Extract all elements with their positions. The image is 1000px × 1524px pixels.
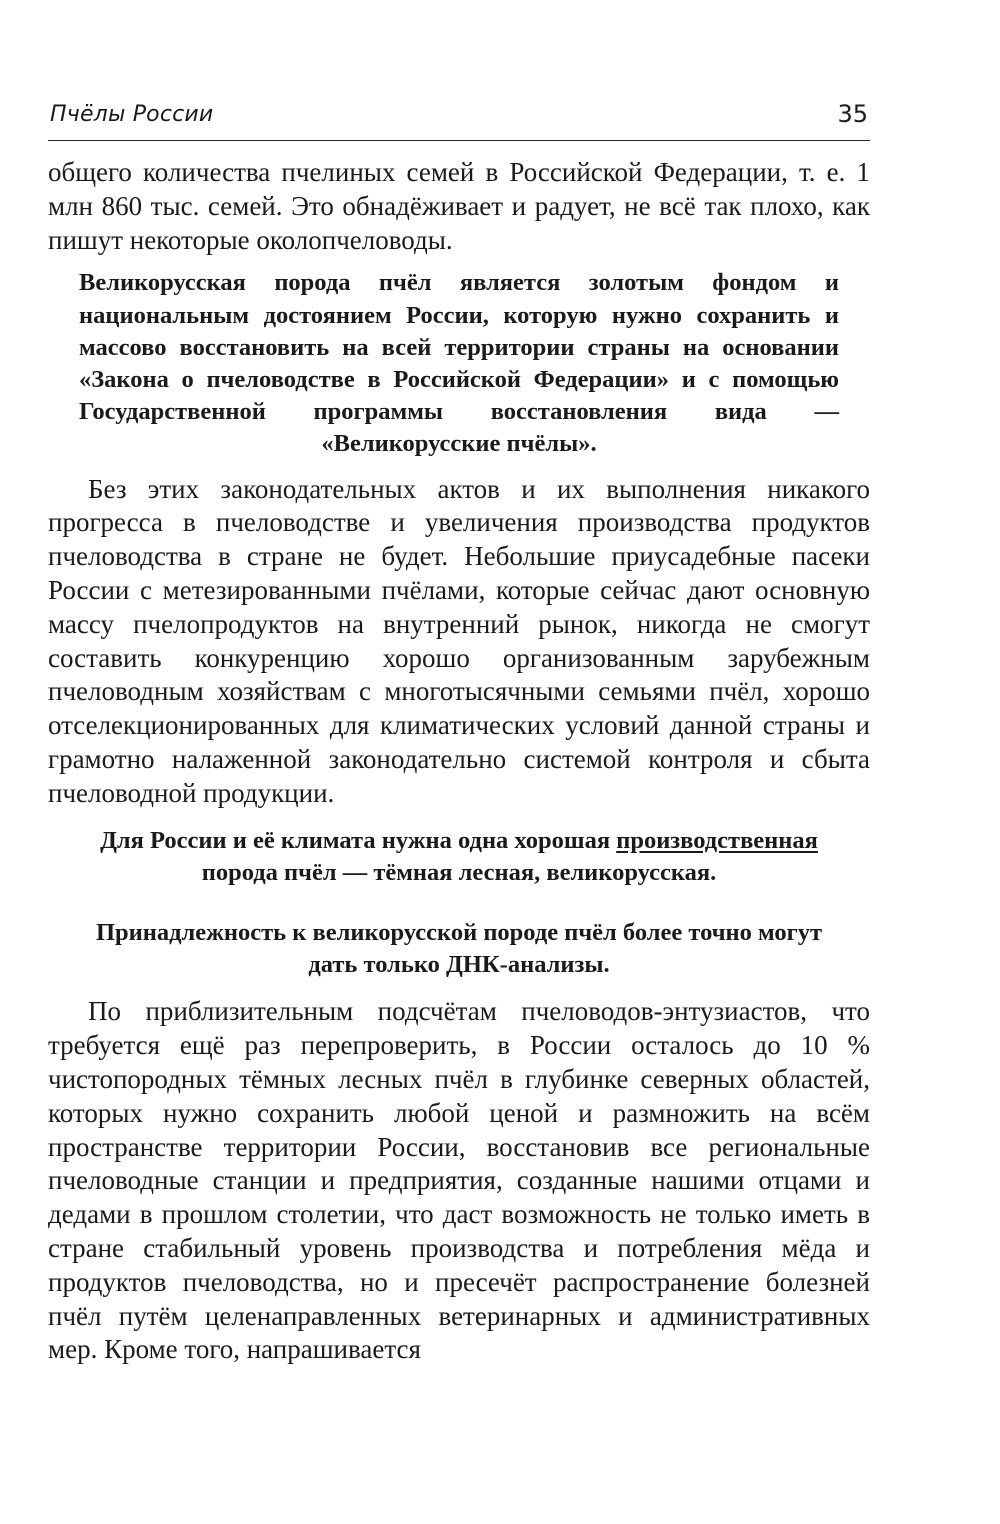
- paragraph-legislation: Без этих законодательных актов и их выполнения никакого прогресса в пчеловодстве и увеличения производства продуктов пчеловодства в стране не будет. Небольшие приусадебные пасеки России с метезированными пчёлами, которые сейчас дают основную массу пчелопродуктов на внутренний рынок, никогда не смогут составить конкуренцию хорошо организованным зарубежным пчеловодным хозяйствам с многотысячными семьями пчёл, хорошо отселекционированных для климатических условий данной страны и грамотно налаженной законодательно системой контроля и сбыта пчеловодной продукции.: [48, 473, 870, 808]
- paragraph-estimates: По приблизительным подсчётам пчеловодов-энтузиастов, что требуется ещё раз перепроверить, в России осталось до 10 % чистопородных тёмных лесных пчёл в глубинке северных областей, которых нужно сохранить любой ценой и размножить на всём пространстве территории России, восстановив все региональные пчеловодные станции и предприятия, созданные нашими отцами и дедами в прошлом столетии, что даст возможность не только иметь в стране стабильный уровень производства и потребления мёда и продуктов пчеловодства, но и пресечёт распространение болезней пчёл путём целенаправленных ветеринарных и административных мер. Кроме того, напрашивается: [48, 996, 870, 1365]
- bold-statement-one-breed: [79, 825, 839, 889]
- bold-statement-dna-analysis: Принадлежность к великорусской породе пчёл более точно могут дать только ДНК-анализы.: [95, 918, 823, 979]
- bold-statement-text-start: Для России и её климата нужна одна хорошая: [100, 826, 617, 854]
- paragraph-continued: общего количества пчелиных семей в Российской Федерации, т. е. 1 млн 860 тыс. семей. Это обнадёживает и радует, не всё так плохо, как пишут некоторые околопчеловоды.: [48, 157, 870, 255]
- book-page: [48, 0, 870, 1524]
- bold-statement-text-end: порода пчёл — тёмная лесная, великорусская.: [201, 858, 717, 886]
- underlined-term: производственная: [616, 826, 818, 854]
- running-header: [48, 96, 870, 141]
- running-title: Пчёлы России: [50, 102, 214, 127]
- page-number: 35: [837, 100, 868, 128]
- bold-statement-great-russian-breed: Великорусская порода пчёл является золотым фондом и национальным достоянием России, которую нужно сохранить и массово восстановить на всей территории страны на основании «Закона о пчеловодстве в Российской Федерации» и с помощью Государственной программы восстановления вида — «Великорусские пчёлы».: [79, 269, 839, 458]
- page-body: [48, 156, 870, 1367]
